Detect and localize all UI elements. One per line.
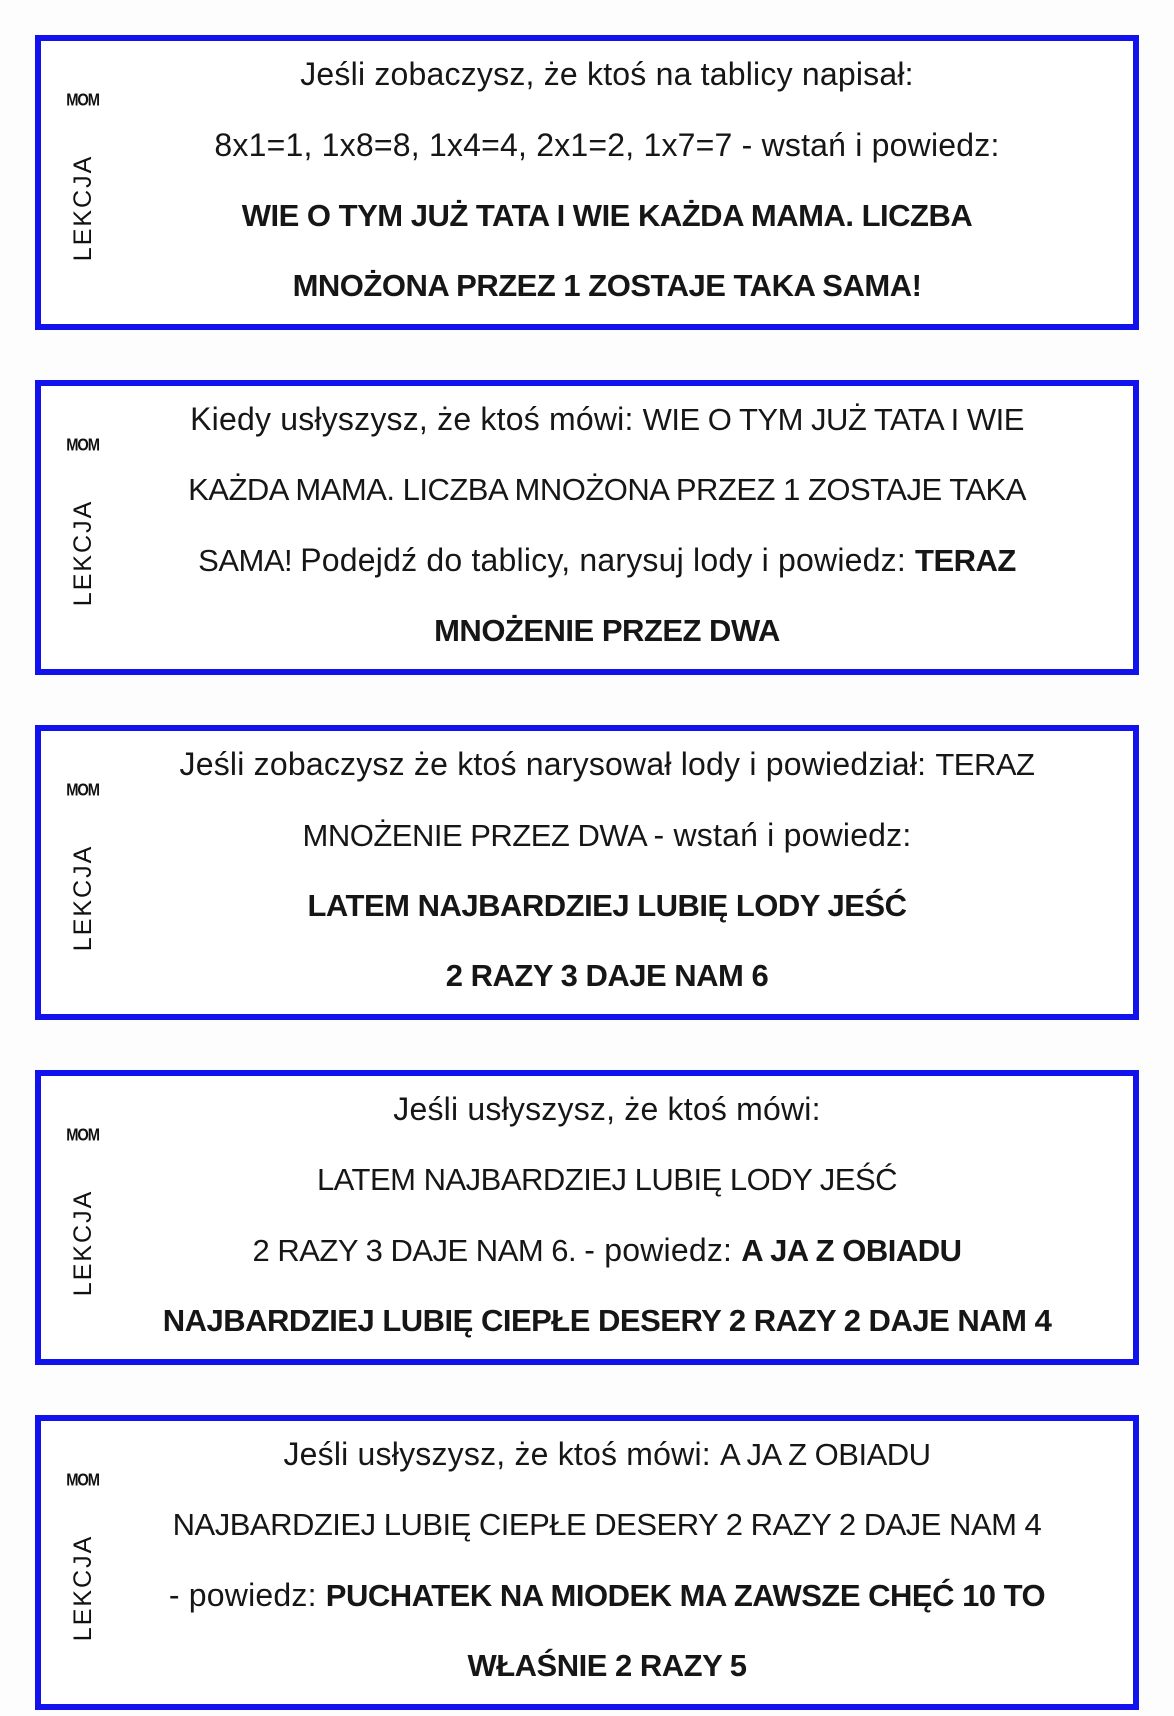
lesson-card-1 xyxy=(35,35,1139,330)
card-1-line-1 xyxy=(111,42,1103,113)
card-5-line-2 xyxy=(111,1493,1103,1563)
card-instruction-text xyxy=(41,42,1133,324)
logo-lekcja-vertical-text: LEKCJA xyxy=(68,1189,97,1296)
card-1-line-2 xyxy=(111,113,1103,184)
card-3-line-4 xyxy=(111,944,1103,1014)
card-2-line-3 xyxy=(111,528,1103,599)
card-2-line-2 xyxy=(111,458,1103,528)
text-segment-caps: 2 RAZY 3 DAJE NAM 6. xyxy=(252,1232,585,1268)
card-instruction-text xyxy=(41,1422,1133,1704)
text-segment-plain: Podejdź do tablicy, narysuj lody i powiedz: xyxy=(300,541,916,578)
card-5-line-3 xyxy=(111,1563,1103,1634)
card-5-line-1 xyxy=(111,1422,1103,1493)
text-segment-caps: MNOŻENIE PRZEZ DWA xyxy=(302,817,654,853)
text-segment-plain: Kiedy usłyszysz, że ktoś mówi: xyxy=(190,400,643,437)
card-instruction-text xyxy=(41,387,1133,669)
text-segment-plain: Jeśli zobaczysz, że ktoś na tablicy napisał: xyxy=(300,55,914,92)
text-segment-caps: A JA Z OBIADU xyxy=(719,1436,931,1472)
text-segment-plain: - wstań i powiedz: xyxy=(653,816,912,853)
text-segment-plain: - powiedz: xyxy=(584,1231,742,1268)
card-instruction-text xyxy=(41,732,1133,1014)
card-4-line-4 xyxy=(111,1289,1103,1359)
card-2-line-1 xyxy=(111,387,1103,458)
card-5-line-4 xyxy=(111,1634,1103,1704)
lesson-card-2 xyxy=(35,380,1139,675)
card-4-line-2 xyxy=(111,1148,1103,1218)
text-segment-bold: WIE O TYM JUŻ TATA I WIE KAŻDA MAMA. LICZBA xyxy=(241,197,973,233)
lekcja-mom-logo xyxy=(57,1123,109,1296)
card-3-line-2 xyxy=(111,803,1103,874)
text-segment-plain: Jeśli usłyszysz, że ktoś mówi: xyxy=(393,1090,821,1127)
logo-lekcja-vertical-text: LEKCJA xyxy=(68,154,97,261)
text-segment-plain: - powiedz: xyxy=(168,1576,326,1613)
text-segment-caps: KAŻDA MAMA. LICZBA MNOŻONA PRZEZ 1 ZOSTAJE TAKA xyxy=(188,471,1026,507)
text-segment-bold: TERAZ xyxy=(915,542,1016,578)
text-segment-bold: PUCHATEK NA MIODEK MA ZAWSZE CHĘĆ 10 TO xyxy=(325,1577,1046,1613)
text-segment-caps: NAJBARDZIEJ LUBIĘ CIEPŁE DESERY 2 RAZY 2 DAJE NAM 4 xyxy=(172,1506,1042,1542)
text-segment-plain: Jeśli usłyszysz, że ktoś mówi: xyxy=(283,1435,720,1472)
card-1-line-4 xyxy=(111,254,1103,324)
text-segment-bold: MNOŻONA PRZEZ 1 ZOSTAJE TAKA SAMA! xyxy=(292,267,922,303)
lekcja-mom-logo xyxy=(57,1468,109,1641)
text-segment-bold: NAJBARDZIEJ LUBIĘ CIEPŁE DESERY 2 RAZY 2 DAJE NAM 4 xyxy=(162,1302,1052,1338)
text-segment-plain: Jeśli zobaczysz że ktoś narysował lody i powiedział: xyxy=(179,745,936,782)
logo-mom-text: MOM xyxy=(66,88,100,109)
text-segment-bold: MNOŻENIE PRZEZ DWA xyxy=(434,612,780,648)
text-segment-caps: SAMA! xyxy=(198,542,301,578)
lesson-card-4 xyxy=(35,1070,1139,1365)
lekcja-mom-logo xyxy=(57,778,109,951)
logo-mom-text: MOM xyxy=(66,433,100,454)
text-segment-bold: A JA Z OBIADU xyxy=(741,1232,962,1268)
text-segment-caps: TERAZ xyxy=(935,746,1035,782)
lesson-card-3 xyxy=(35,725,1139,1020)
text-segment-plain: 8x1=1, 1x8=8, 1x4=4, 2x1=2, 1x7=7 - wstań i powiedz: xyxy=(214,126,1000,163)
lesson-card-5 xyxy=(35,1415,1139,1710)
lesson-cards-list xyxy=(35,35,1174,1710)
logo-lekcja-vertical-text: LEKCJA xyxy=(68,499,97,606)
logo-mom-text: MOM xyxy=(66,778,100,799)
lekcja-mom-logo xyxy=(57,88,109,261)
card-3-line-1 xyxy=(111,732,1103,803)
text-segment-bold: 2 RAZY 3 DAJE NAM 6 xyxy=(445,957,769,993)
lekcja-mom-logo xyxy=(57,433,109,606)
text-segment-caps: LATEM NAJBARDZIEJ LUBIĘ LODY JEŚĆ xyxy=(316,1161,898,1197)
card-2-line-4 xyxy=(111,599,1103,669)
card-4-line-1 xyxy=(111,1077,1103,1148)
logo-lekcja-vertical-text: LEKCJA xyxy=(68,1534,97,1641)
text-segment-bold: LATEM NAJBARDZIEJ LUBIĘ LODY JEŚĆ xyxy=(307,887,907,923)
logo-mom-text: MOM xyxy=(66,1468,100,1489)
card-1-line-3 xyxy=(111,184,1103,254)
card-4-line-3 xyxy=(111,1218,1103,1289)
logo-lekcja-vertical-text: LEKCJA xyxy=(68,844,97,951)
text-segment-caps: WIE O TYM JUŻ TATA I WIE xyxy=(642,401,1024,437)
logo-mom-text: MOM xyxy=(66,1123,100,1144)
card-3-line-3 xyxy=(111,874,1103,944)
card-instruction-text xyxy=(41,1077,1133,1359)
text-segment-bold: WŁAŚNIE 2 RAZY 5 xyxy=(467,1647,747,1683)
